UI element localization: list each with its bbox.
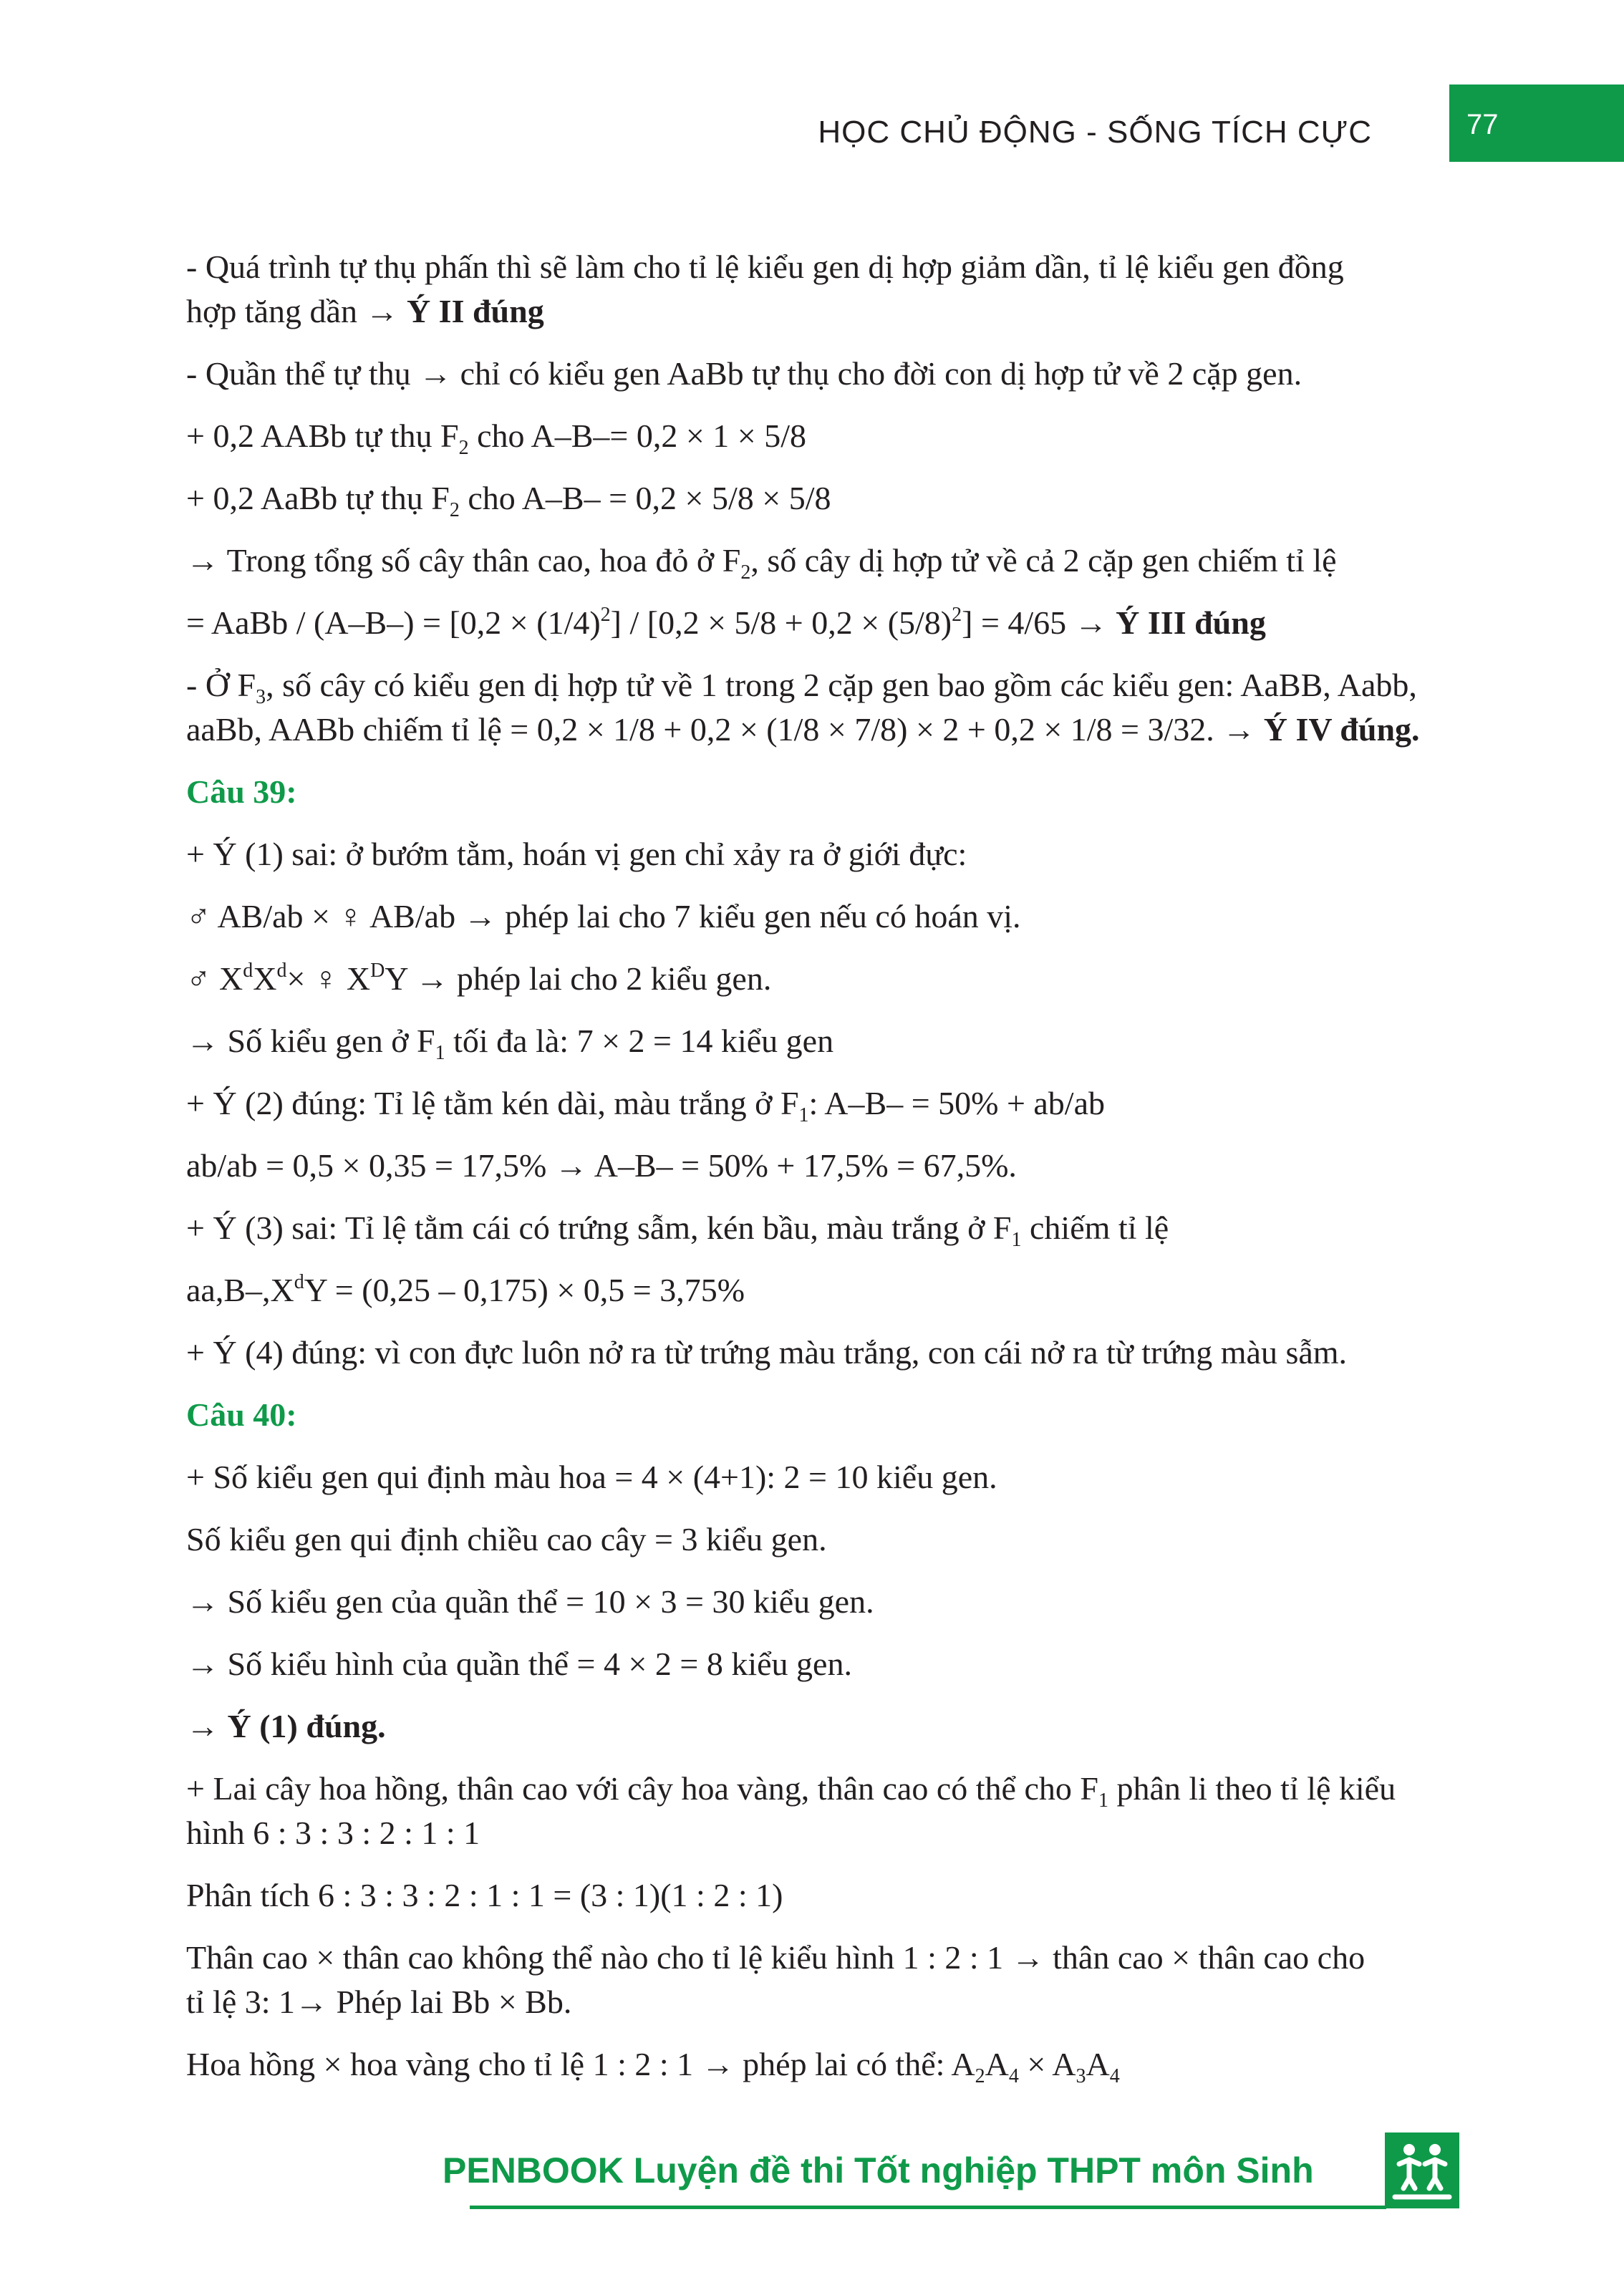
q40-line-8: Phân tích 6 : 3 : 3 : 2 : 1 : 1 = (3 : 1)(1 : 2 : 1) xyxy=(186,1877,783,1913)
line-5: → Trong tổng số cây thân cao, hoa đỏ ở $F_2$, số cây dị hợp tử về cả 2 cặp gen chiếm tỉ lệ xyxy=(186,542,1337,584)
q40-line-10: tỉ lệ 3: 1→ Phép lai Bb × Bb. xyxy=(186,1984,572,2020)
line-8: aaBb, AABb chiếm tỉ lệ = 0,2 × 1/8 + 0,2 × (1/8 × 7/8) × 2 + 0,2 × 1/8 = 3/32. → Ý IV đúng. xyxy=(186,711,1420,748)
line-7: - Ở $F_3$, số cây có kiểu gen dị hợp tử về 1 trong 2 cặp gen bao gồm các kiểu gen: AaBB, Aabb, xyxy=(186,667,1417,708)
footer-rule xyxy=(470,2206,1386,2209)
footer-title: PENBOOK Luyện đề thi Tốt nghiệp THPT môn Sinh xyxy=(443,2150,1314,2191)
q40-line-4: → Số kiểu hình của quần thể = 4 × 2 = 8 kiểu gen. xyxy=(186,1646,852,1682)
line-6: = AaBb / $(A-B-) = [0,2 \times (1/4)^2] / [0,2 \times 5/8 + 0,2 \times (5/8)^2] = 4/65$ → Ý III đúng xyxy=(186,604,1266,641)
q40-line-11: Hoa hồng × hoa vàng cho tỉ lệ 1 : 2 : 1 → phép lai có thể: $A_2A_4 \times A_3A_4$ xyxy=(186,2046,1120,2087)
question-39-heading: Câu 39: xyxy=(186,773,297,810)
q39-line-5: + Ý (2) đúng: Tỉ lệ tằm kén dài, màu trắng ở $F_1$: A–B– = 50% + ab/ab xyxy=(186,1085,1106,1126)
q39-line-9: + Ý (4) đúng: vì con đực luôn nở ra từ trứng màu trắng, con cái nở ra từ trứng màu sẫm. xyxy=(186,1334,1348,1371)
penbook-logo-graphic xyxy=(1385,2132,1459,2208)
penbook-logo-icon xyxy=(1385,2132,1459,2208)
q39-line-7: + Ý (3) sai: Tỉ lệ tằm cái có trứng sẫm, kén bầu, màu trắng ở $F_1$ chiếm tỉ lệ xyxy=(186,1209,1169,1251)
running-header: HỌC CHỦ ĐỘNG - SỐNG TÍCH CỰC xyxy=(818,115,1372,150)
q39-line-6: ab/ab = 0,5 × 0,35 = 17,5% → A–B– = 50% + 17,5% = 67,5%. xyxy=(186,1147,1017,1184)
page-number: 77 xyxy=(1449,84,1624,162)
line-3: + 0,2 AABb tự thụ $F_2$ cho A–B–= 0,2 × 1 × 5/8 xyxy=(186,417,806,459)
page-body xyxy=(186,245,1475,2105)
q40-line-6: + Lai cây hoa hồng, thân cao với cây hoa vàng, thân cao có thể cho $F_1$ phân li theo tỉ lệ kiểu xyxy=(186,1770,1396,1812)
question-40-heading: Câu 40: xyxy=(186,1396,297,1433)
line-1b: hợp tăng dần → Ý II đúng xyxy=(186,293,544,329)
q39-line-3: ♂ $X^dX^d\times$ ♀ $X^DY$ → phép lai cho 2 kiểu gen. xyxy=(186,960,772,997)
q40-line-2: Số kiểu gen qui định chiều cao cây = 3 kiểu gen. xyxy=(186,1521,827,1557)
line-4: + 0,2 AaBb tự thụ $F_2$ cho A–B– = 0,2 × 5/8 × 5/8 xyxy=(186,480,831,521)
q39-line-1: + Ý (1) sai: ở bướm tằm, hoán vị gen chỉ xảy ra ở giới đực: xyxy=(186,836,967,872)
q40-line-3: → Số kiểu gen của quần thể = 10 × 3 = 30 kiểu gen. xyxy=(186,1583,874,1620)
q40-line-1: + Số kiểu gen qui định màu hoa = 4 × (4+1): 2 = 10 kiểu gen. xyxy=(186,1459,997,1495)
q39-line-2: ♂ AB/ab × ♀ AB/ab → phép lai cho 7 kiểu gen nếu có hoán vị. xyxy=(186,898,1021,934)
q40-line-5: → Ý (1) đúng. xyxy=(186,1708,386,1744)
line-1a: - Quá trình tự thụ phấn thì sẽ làm cho tỉ lệ kiểu gen dị hợp giảm dần, tỉ lệ kiểu gen đồng xyxy=(186,248,1344,285)
q39-line-4: → Số kiểu gen ở $F_1$ tối đa là: 7 × 2 = 14 kiểu gen xyxy=(186,1023,834,1064)
q40-line-9: Thân cao × thân cao không thể nào cho tỉ lệ kiểu hình 1 : 2 : 1 → thân cao × thân cao cho xyxy=(186,1939,1366,1976)
q39-line-8: $aa,B-,X^dY = (0,25 - 0,175) \times 0,5 = 3,75\%$ xyxy=(186,1271,745,1308)
line-2: - Quần thể tự thụ → chỉ có kiểu gen AaBb tự thụ cho đời con dị hợp tử về 2 cặp gen. xyxy=(186,355,1302,392)
q40-line-7: hình 6 : 3 : 3 : 2 : 1 : 1 xyxy=(186,1815,480,1851)
